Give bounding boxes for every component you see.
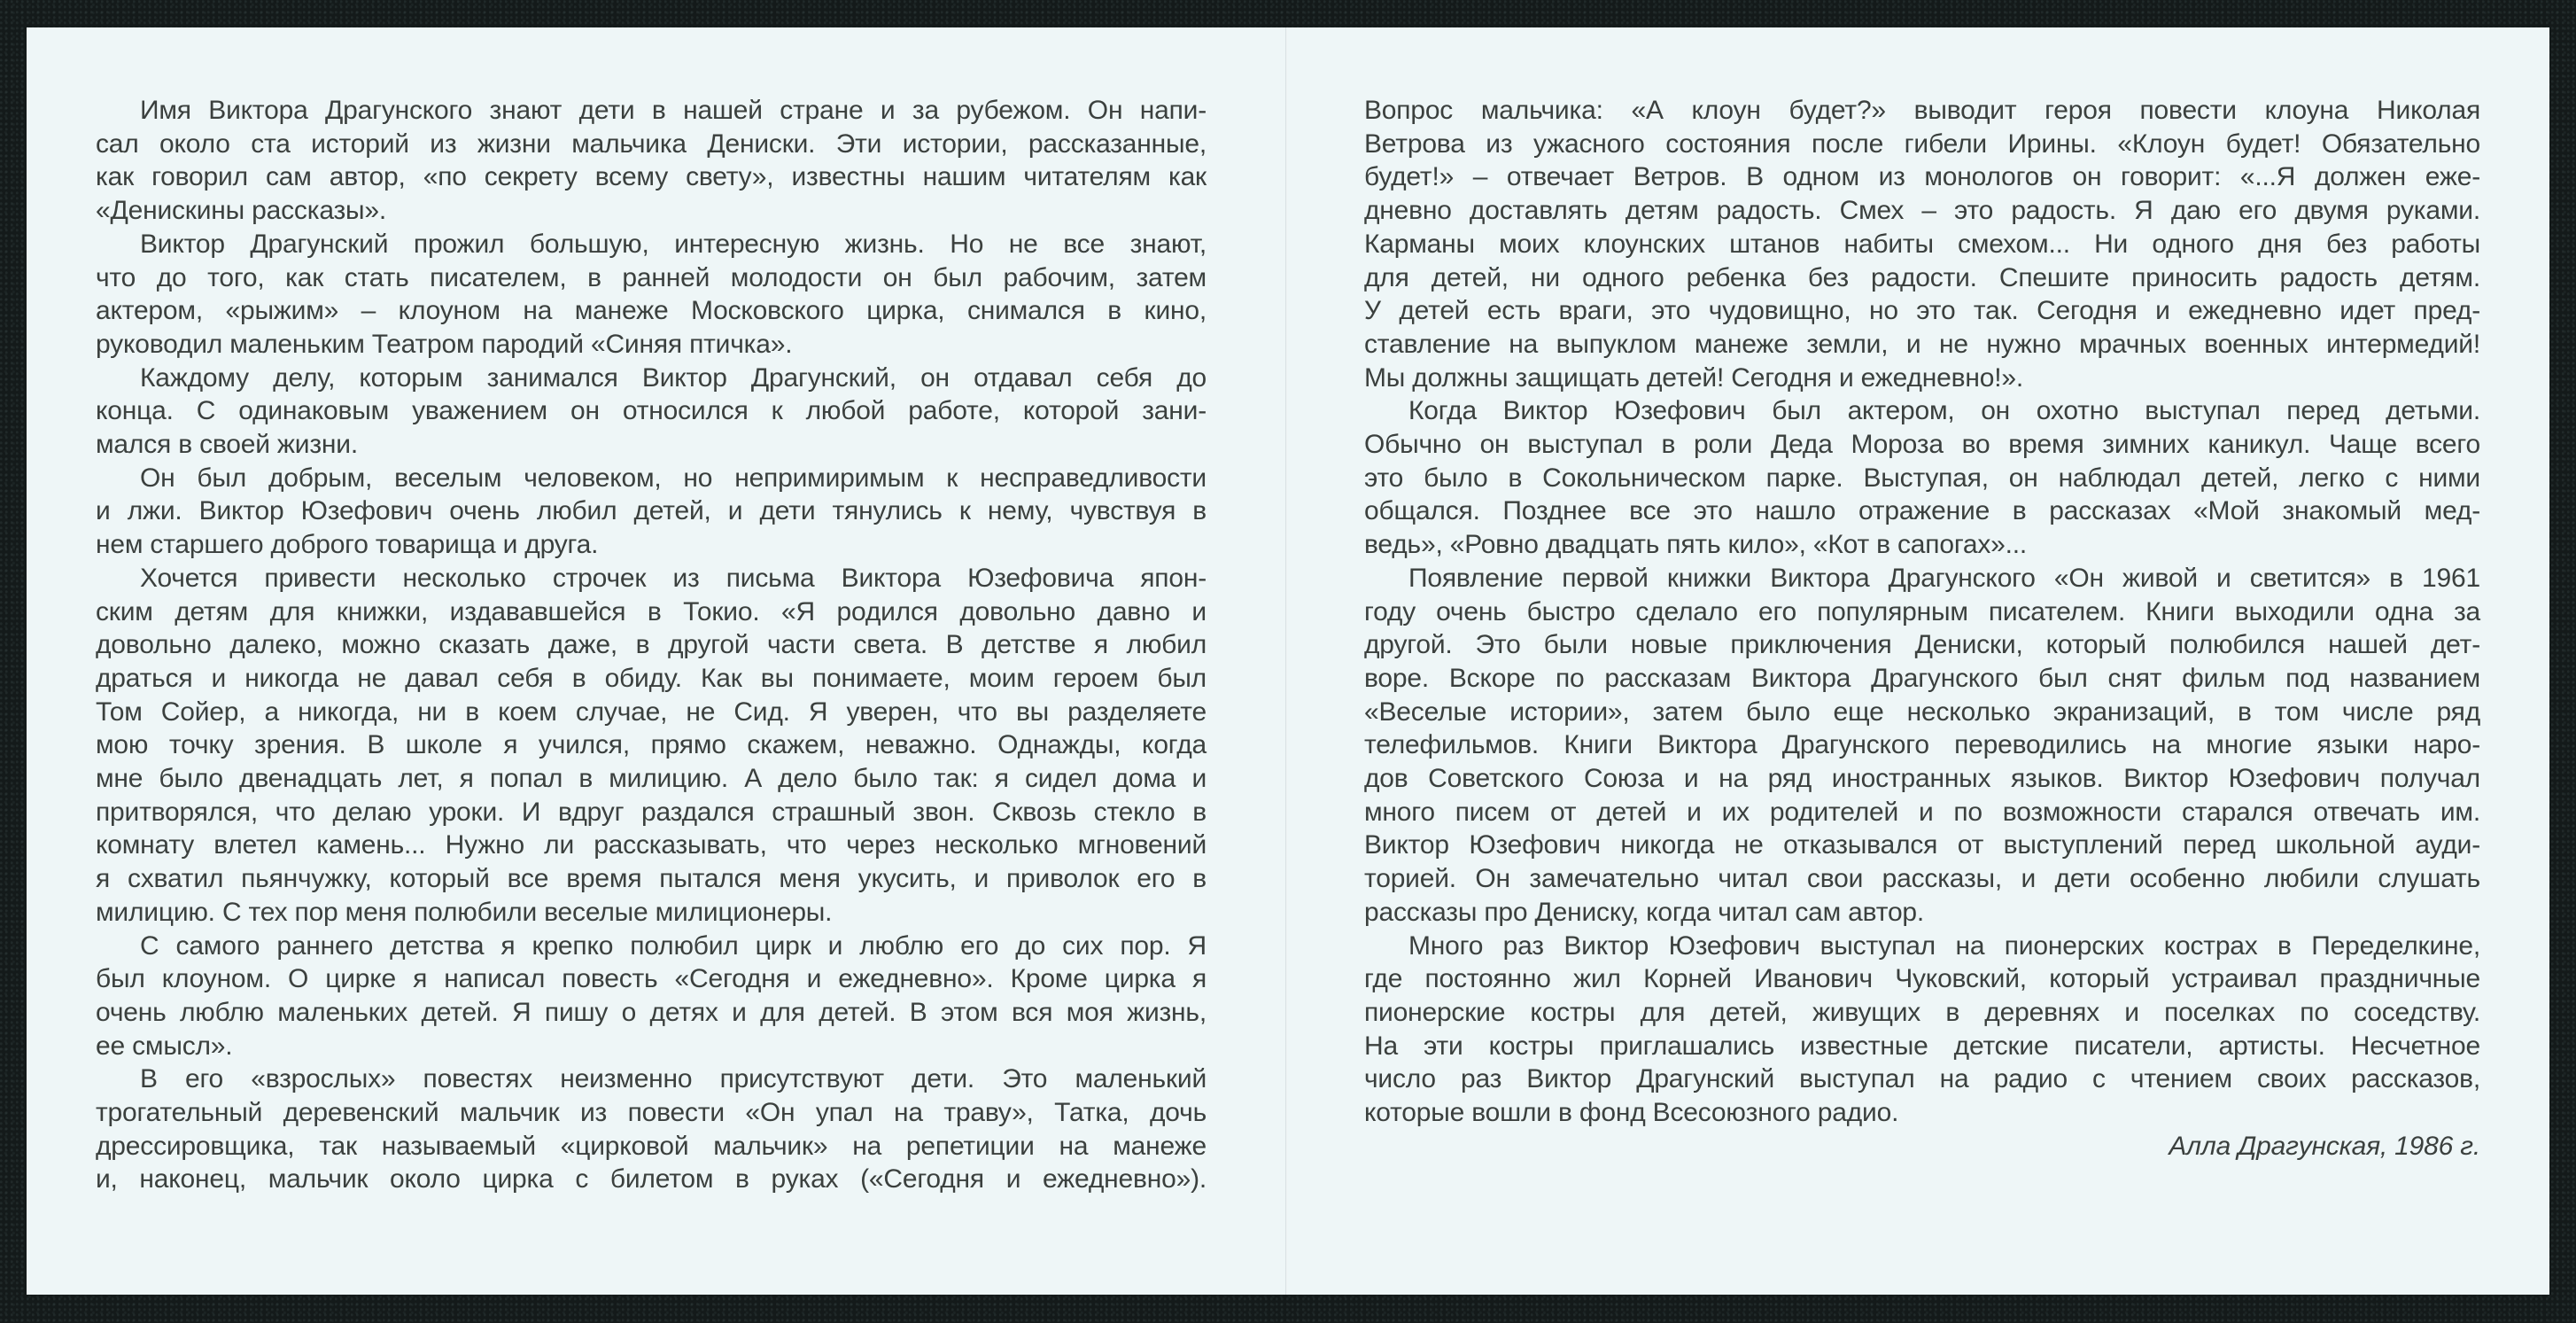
text-line: очень люблю маленьких детей. Я пишу о детях и для детей. В этом вся моя жизнь, xyxy=(96,997,1207,1027)
text-line: торией. Он замечательно читал свои рассказы, и дети особенно любили слушать xyxy=(1364,864,2480,894)
text-line: которые вошли в фонд Всесоюзного радио. xyxy=(1364,1098,1899,1127)
text-line: дневно доставлять детям радость. Смех – это радость. Я даю его двумя руками. xyxy=(1364,196,2480,226)
text-line: Когда Виктор Юзефович был актером, он охотно выступал перед детьми. xyxy=(1408,396,2480,426)
signature: Алла Драгунская, 1986 г. xyxy=(2169,1131,2480,1161)
text-line: Виктор Юзефович никогда не отказывался от выступлений перед школьной ауди- xyxy=(1364,830,2480,860)
text-line: Хочется привести несколько строчек из письма Виктора Юзефовича япон- xyxy=(140,563,1207,593)
text-line: дов Советского Союза и на ряд иностранных языков. Виктор Юзефович получал xyxy=(1364,764,2480,793)
text-line: ведь», «Ровно двадцать пять кило», «Кот в сапогах»... xyxy=(1364,530,2028,560)
text-line: я схватил пьянчужку, который все время пытался меня укусить, и приволок его в xyxy=(96,864,1207,894)
text-line: Каждому делу, которым занимался Виктор Драгунский, он отдавал себя до xyxy=(140,362,1207,393)
text-line: Том Сойер, а никогда, ни в коем случае, не Сид. Я уверен, что вы разделяете xyxy=(96,697,1207,727)
text-line: ее смысл». xyxy=(96,1031,233,1061)
text-line: дрессировщика, так называемый «цирковой мальчик» на репетиции на манеже xyxy=(96,1131,1207,1161)
text-line: и лжи. Виктор Юзефович очень любил детей, и дети тянулись к нему, чувствуя в xyxy=(96,496,1207,526)
text-line: У детей есть враги, это чудовищно, но это так. Сегодня и ежедневно идет пред- xyxy=(1364,296,2480,326)
text-line: комнату влетел камень... Нужно ли рассказывать, что через несколько мгновений xyxy=(96,830,1207,860)
text-line: «Веселые истории», затем было еще несколько экранизаций, в том числе ряд xyxy=(1364,697,2480,727)
text-line: Появление первой книжки Виктора Драгунского «Он живой и светится» в 1961 xyxy=(1408,563,2480,593)
text-line: это было в Сокольническом парке. Выступая, он наблюдал детей, легко с ними xyxy=(1364,463,2480,493)
text-line: будет!» – отвечает Ветров. В одном из монологов он говорит: «...Я должен еже- xyxy=(1364,162,2480,192)
text-line: ским детям для книжки, издававшейся в Токио. «Я родился довольно давно и xyxy=(96,596,1207,626)
text-line: Он был добрым, веселым человеком, но непримиримым к несправедливости xyxy=(140,463,1207,493)
text-line: пионерские костры для детей, живущих в деревнях и поселках по соседству. xyxy=(1364,997,2480,1027)
text-line: сал около ста историй из жизни мальчика Дениски. Эти истории, рассказанные, xyxy=(96,128,1207,159)
text-line: Карманы моих клоунских штанов набиты смехом... Ни одного дня без работы xyxy=(1364,229,2480,259)
text-line: С самого раннего детства я крепко полюбил цирк и люблю его до сих пор. Я xyxy=(140,930,1207,961)
text-line: трогательный деревенский мальчик из повести «Он упал на траву», Татка, дочь xyxy=(96,1098,1207,1127)
text-line: число раз Виктор Драгунский выступал на радио с чтением своих рассказов, xyxy=(1364,1064,2480,1094)
text-line: конца. С одинаковым уважением он относился к любой работе, которой зани- xyxy=(96,396,1207,426)
text-line: довольно далеко, можно сказать даже, в другой части света. В детстве я любил xyxy=(96,630,1207,660)
text-line: году очень быстро сделало его популярным писателем. Книги выходили одна за xyxy=(1364,596,2480,626)
text-line: Виктор Драгунский прожил большую, интересную жизнь. Но не все знают, xyxy=(140,229,1207,259)
text-line: другой. Это были новые приключения Дениски, который полюбился нашей дет- xyxy=(1364,630,2480,660)
text-line: руководил маленьким Театром пародий «Синяя птичка». xyxy=(96,329,793,359)
text-line: мне было двенадцать лет, я попал в милицию. А дело было так: я сидел дома и xyxy=(96,764,1207,793)
text-line: Много раз Виктор Юзефович выступал на пионерских кострах в Переделкине, xyxy=(1408,930,2480,961)
text-line: притворялся, что делаю уроки. И вдруг раздался страшный звон. Сквозь стекло в xyxy=(96,797,1207,827)
text-line: милицию. С тех пор меня полюбили веселые милиционеры. xyxy=(96,897,833,927)
text-line: мою точку зрения. В школе я учился, прямо скажем, неважно. Однажды, когда xyxy=(96,730,1207,760)
text-line: общался. Позднее все это нашло отражение в рассказах «Мой знакомый мед- xyxy=(1364,496,2480,526)
text-line: мался в своей жизни. xyxy=(96,430,358,459)
text-line: драться и никогда не давал себя в обиду. Как вы понимаете, моим героем был xyxy=(96,663,1207,693)
text-line: и, наконец, мальчик около цирка с билетом в руках («Сегодня и ежедневно»). xyxy=(96,1164,1207,1195)
text-line: Обычно он выступал в роли Деда Мороза во время зимних каникул. Чаще всего xyxy=(1364,430,2480,459)
text-line: для детей, ни одного ребенка без радости. Спешите приносить радость детям. xyxy=(1364,262,2480,292)
text-line: Мы должны защищать детей! Сегодня и ежедневно!». xyxy=(1364,362,2024,393)
text-line: телефильмов. Книги Виктора Драгунского переводились на многие языки наро- xyxy=(1364,730,2480,760)
text-line: рассказы про Дениску, когда читал сам автор. xyxy=(1364,897,1925,927)
text-line: Имя Виктора Драгунского знают дети в нашей стране и за рубежом. Он напи- xyxy=(140,96,1207,125)
page-fold xyxy=(1285,27,1287,1295)
text-line: как говорил сам автор, «по секрету всему свету», известны нашим читателям как xyxy=(96,162,1207,192)
text-line: Вопрос мальчика: «А клоун будет?» выводит героя повести клоуна Николая xyxy=(1364,96,2480,125)
text-line: много писем от детей и их родителей и по возможности старался отвечать им. xyxy=(1364,797,2480,827)
text-line: ставление на выпуклом манеже земли, и не нужно мрачных военных интермедий! xyxy=(1364,329,2480,359)
text-line: актером, «рыжим» – клоуном на манеже Московского цирка, снимался в кино, xyxy=(96,296,1207,326)
text-line: В его «взрослых» повестях неизменно присутствуют дети. Это маленький xyxy=(140,1064,1207,1094)
text-line: был клоуном. О цирке я написал повесть «Сегодня и ежедневно». Кроме цирка я xyxy=(96,964,1207,994)
text-line: что до того, как стать писателем, в ранней молодости он был рабочим, затем xyxy=(96,262,1207,292)
text-line: где постоянно жил Корней Иванович Чуковский, который устраивал праздничные xyxy=(1364,964,2480,994)
text-line: Ветрова из ужасного состояния после гибели Ирины. «Клоун будет! Обязательно xyxy=(1364,128,2480,159)
text-line: воре. Вскоре по рассказам Виктора Драгунского был снят фильм под названием xyxy=(1364,663,2480,693)
text-line: «Денискины рассказы». xyxy=(96,196,386,226)
booklet-spread xyxy=(27,27,2549,1295)
text-line: нем старшего доброго товарища и друга. xyxy=(96,530,599,560)
text-line: На эти костры приглашались известные детские писатели, артисты. Несчетное xyxy=(1364,1031,2480,1061)
